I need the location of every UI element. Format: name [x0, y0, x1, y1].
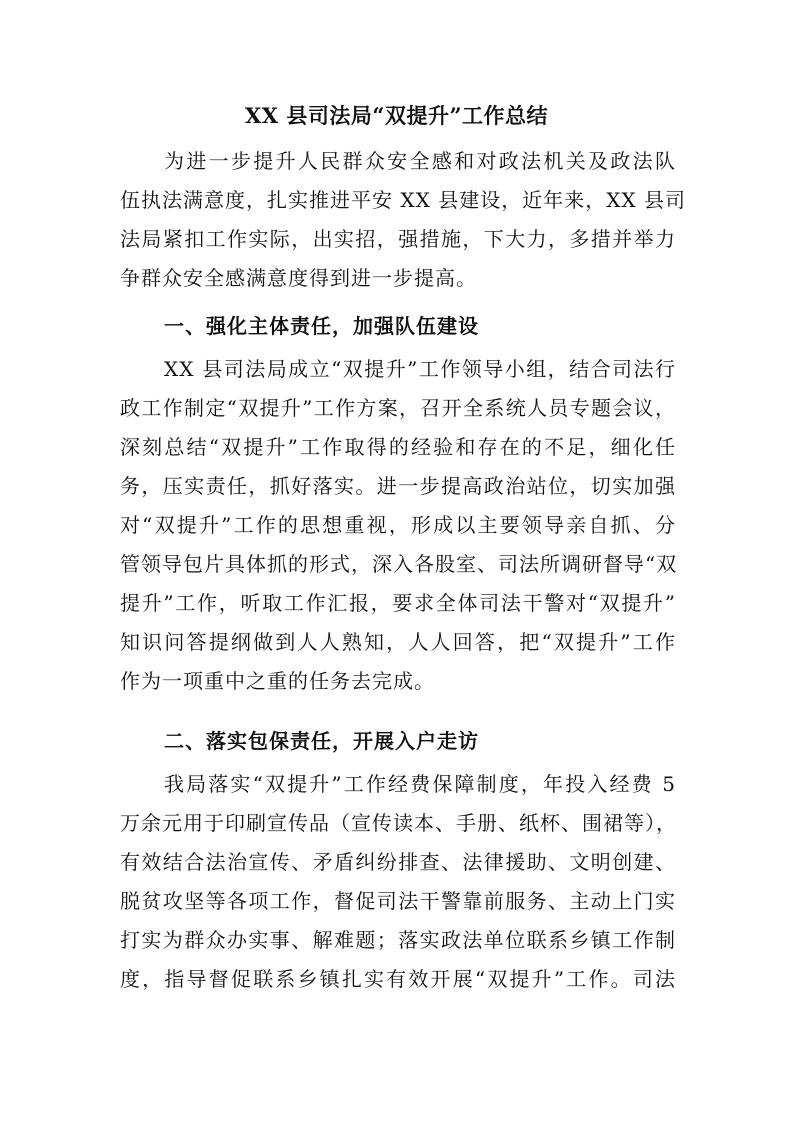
intro-line-3: 法局紧扣工作实际，出实招，强措施，下大力，多措并举力	[120, 227, 676, 251]
section1-line-7: 提升”工作，听取工作汇报，要求全体司法干警对“双提升”	[120, 591, 676, 615]
intro-paragraph	[120, 142, 687, 298]
intro-line-1: 为进一步提升人民群众安全感和对政法机关及政法队	[164, 149, 676, 173]
document-title: XX 县司法局“双提升”工作总结	[244, 103, 549, 128]
section1-line-6: 管领导包片具体抓的形式，深入各股室、司法所调研督导“双	[120, 552, 678, 576]
section2-line-2: 万余元用于印刷宣传品（宣传读本、手册、纸杯、围裙等），	[120, 811, 677, 835]
section1-line-3: 深刻总结“双提升”工作取得的经验和存在的不足，细化任	[120, 435, 676, 459]
section2-line-4: 脱贫攻坚等各项工作，督促司法干警靠前服务、主动上门实	[120, 889, 676, 913]
section2-line-3: 有效结合法治宣传、矛盾纠纷排查、法律援助、文明创建、	[120, 850, 676, 874]
section1-line-5: 对“双提升”工作的思想重视，形成以主要领导亲自抓、分	[120, 513, 676, 537]
section2-line-1: 我局落实“双提升”工作经费保障制度，年投入经费 5	[164, 772, 676, 796]
section1-heading: 一、强化主体责任，加强队伍建设	[164, 314, 479, 338]
section1-line-1: XX 县司法局成立“双提升”工作领导小组，结合司法行	[164, 357, 676, 381]
section2-heading: 二、落实包保责任，开展入户走访	[164, 729, 479, 753]
section1-line-8: 知识问答提纲做到人人熟知，人人回答，把“双提升”工作	[120, 630, 676, 654]
section1-paragraph	[120, 350, 676, 701]
intro-line-2: 伍执法满意度，扎实推进平安 XX 县建设，近年来，XX 县司	[120, 188, 687, 212]
section1-line-2: 政工作制定“双提升”工作方案，召开全系统人员专题会议，	[120, 396, 676, 420]
section2-line-5: 打实为群众办实事、解难题；落实政法单位联系乡镇工作制	[120, 928, 676, 952]
intro-line-4: 争群众安全感满意度得到进一步提高。	[120, 266, 477, 290]
section1-line-9: 作为一项重中之重的任务去完成。	[120, 669, 435, 693]
section2-line-6: 度，指导督促联系乡镇扎实有效开展“双提升”工作。司法	[120, 967, 676, 991]
section1-line-4: 务，压实责任，抓好落实。进一步提高政治站位，切实加强	[120, 474, 676, 498]
section2-paragraph	[120, 765, 676, 999]
